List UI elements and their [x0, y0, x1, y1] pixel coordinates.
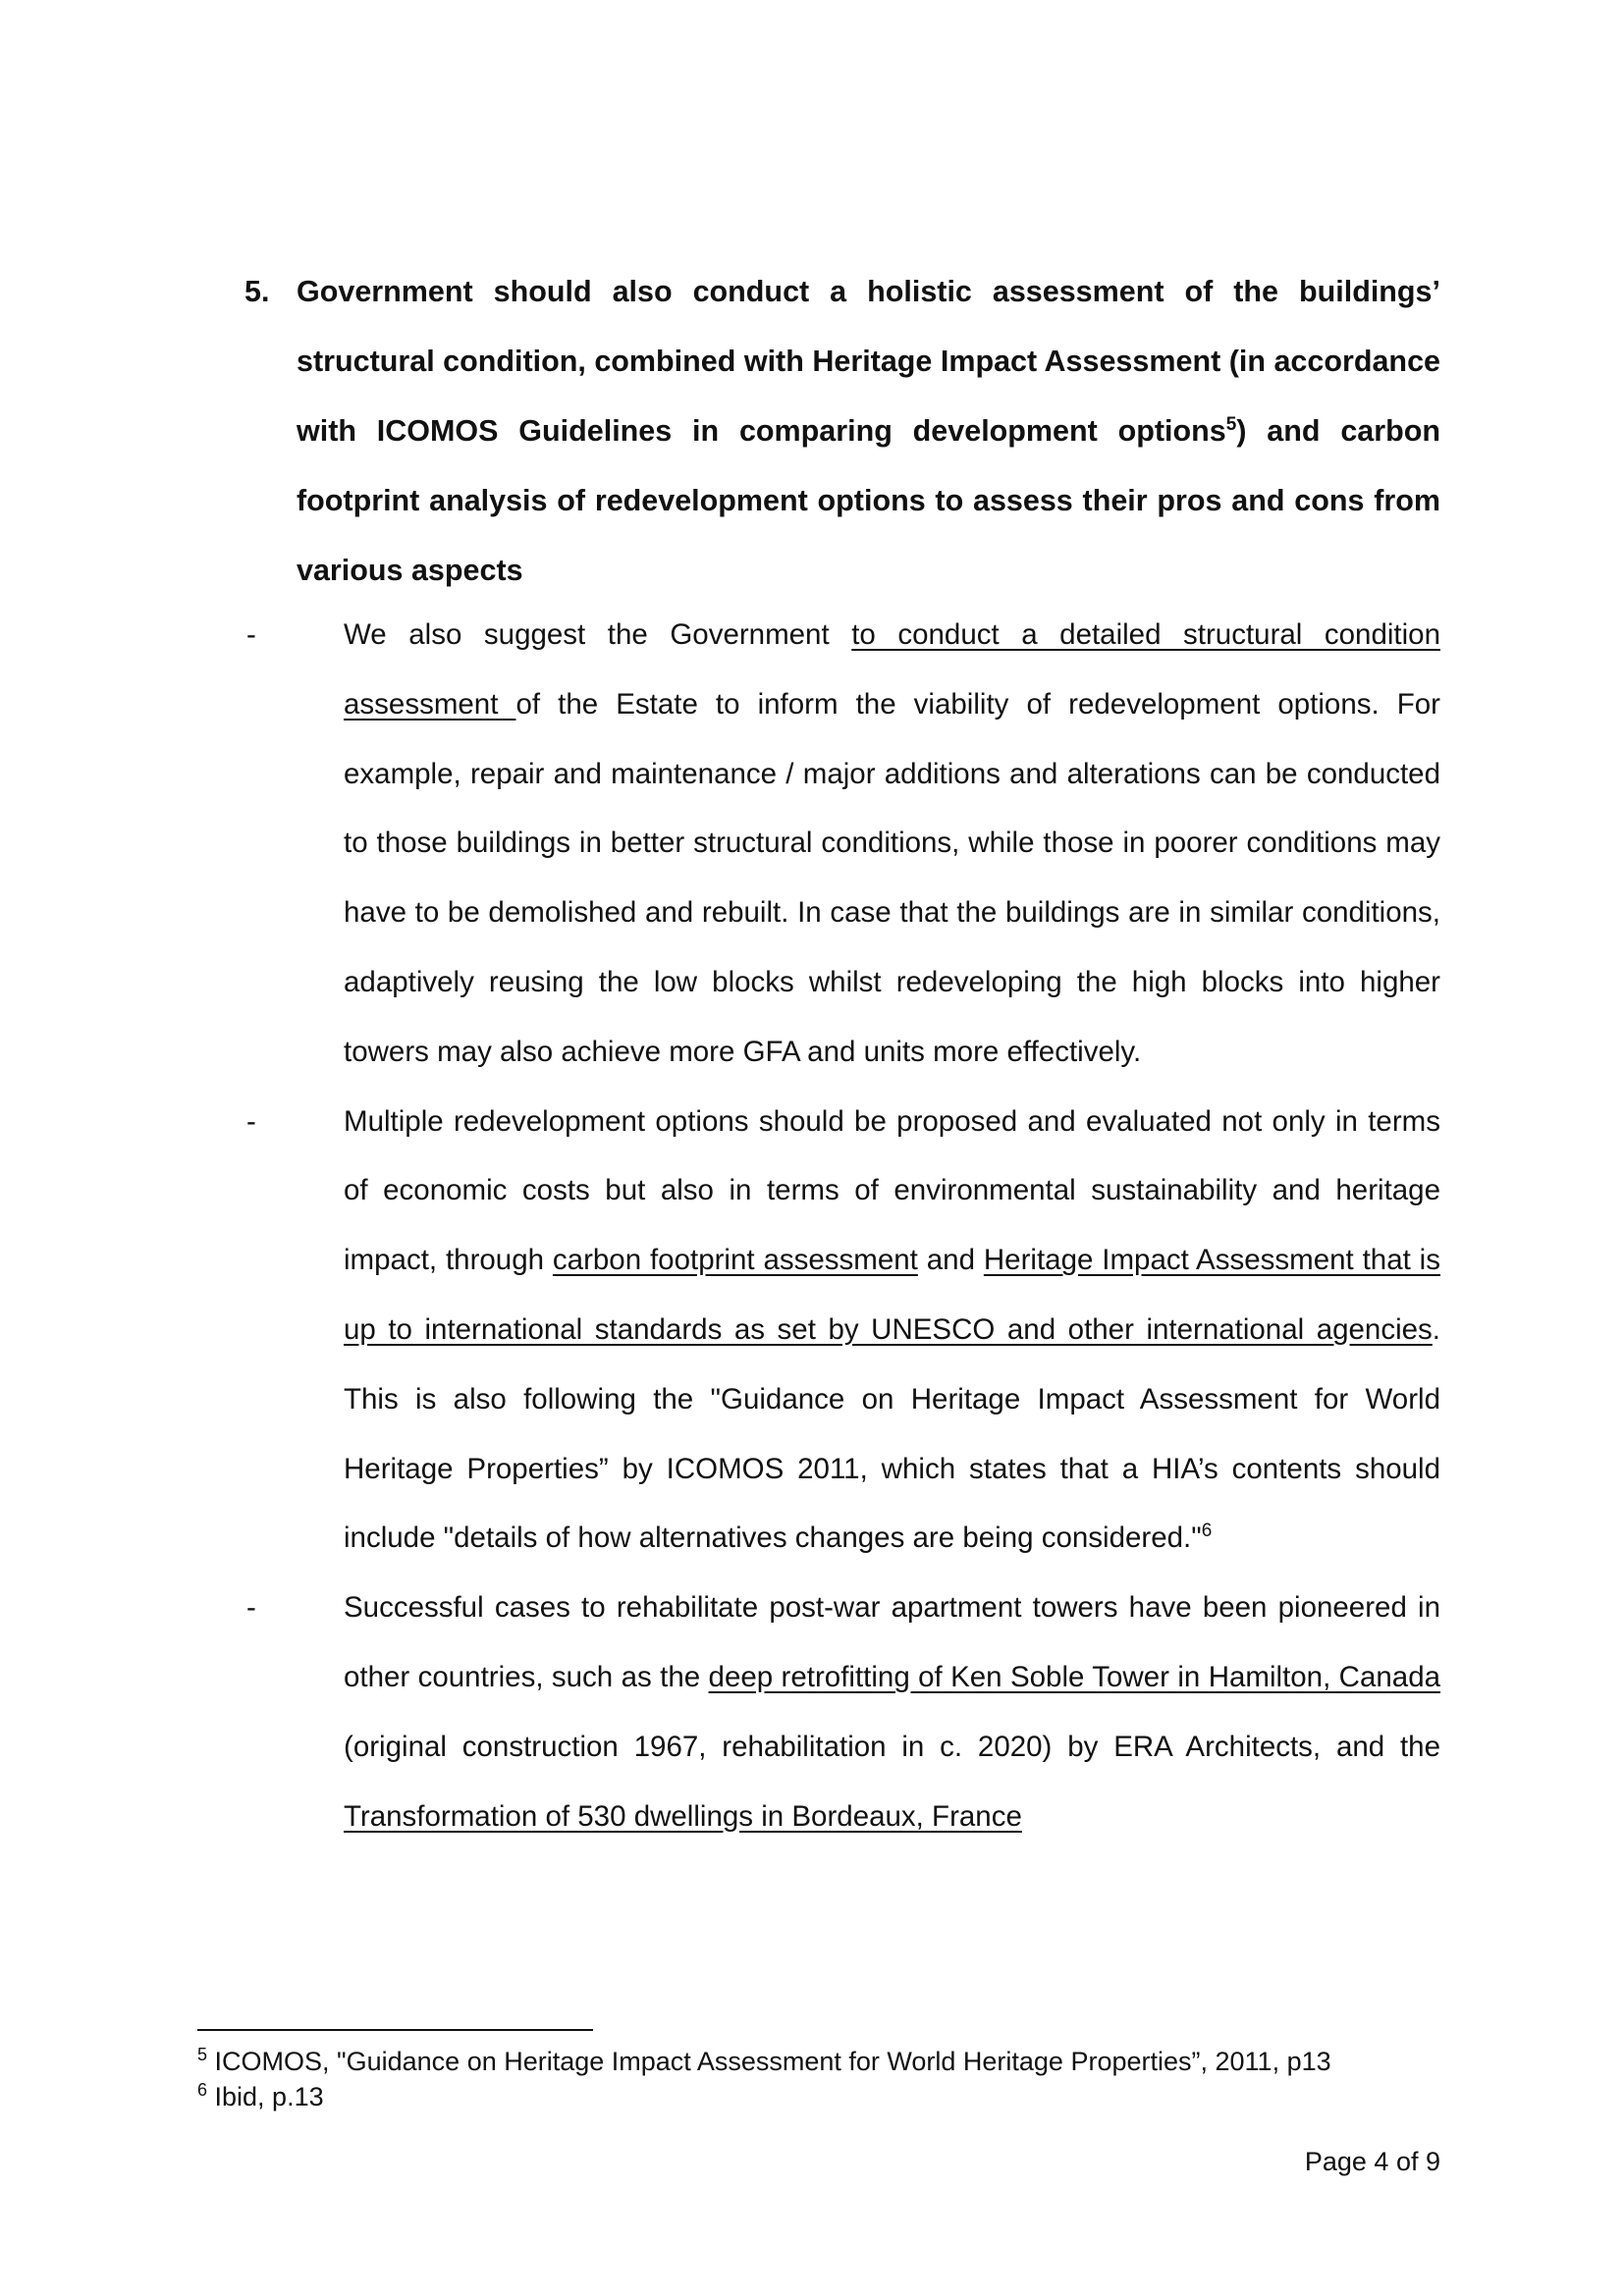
- page-number-current: 4: [1374, 2147, 1389, 2176]
- footnote-ref-5[interactable]: 5: [1225, 413, 1237, 435]
- underlined-phrase: Transformation of 530 dwellings in Bordeaux, France: [344, 1799, 1022, 1833]
- footnote-text: Ibid, p.13: [207, 2082, 324, 2111]
- underlined-phrase: to conduct a detailed structural condition assessment: [344, 618, 1440, 721]
- bullet-dash: -: [246, 618, 256, 651]
- footnote-text: ICOMOS, "Guidance on Heritage Impact Assessment for World Heritage Properties”, 2011, p13: [207, 2047, 1331, 2076]
- item-heading: [297, 257, 1440, 606]
- footnote-ref-6[interactable]: 6: [1201, 1521, 1213, 1542]
- footnote-separator: [197, 2029, 593, 2031]
- footnotes: [197, 2044, 1444, 2114]
- footnote-5: [197, 2044, 1444, 2079]
- bullet-dash: -: [246, 1591, 256, 1625]
- footnote-6: [197, 2079, 1444, 2114]
- bullet-text: (original construction 1967, rehabilitation in c. 2020) by ERA Architects, and the: [344, 1730, 1440, 1763]
- bullet-text: We also suggest the Government: [344, 618, 852, 651]
- footnote-number: 5: [197, 2045, 208, 2064]
- underlined-phrase: deep retrofitting of Ken Soble Tower in Hamilton, Canada: [708, 1660, 1441, 1693]
- bullet-text: of the Estate to inform the viability of redevelopment options. For example, repair and maintenance / major additions and alterations can be conducted to those buildings in better structural conditions, while those in poorer conditions may have to be demolished and rebuilt. In case that the buildings are in similar conditions, adaptively reusing the low blocks whilst redeveloping the high blocks into higher towers may also achieve more GFA and units more effectively.: [344, 687, 1441, 1068]
- page-number: [1305, 2144, 1440, 2179]
- bullet-text: . This is also following the "Guidance on Heritage Impact Assessment for World Heritage Properties” by ICOMOS 2011, which states that a HIA’s contents should include "details of how alternatives changes are being considered.": [344, 1312, 1440, 1555]
- footnote-number: 6: [197, 2080, 208, 2100]
- item-heading-text-1: Government should also conduct a holistic assessment of the buildings’ structural condition, combined with Heritage Impact Assessment (in accordance with ICOMOS Guidelines in comparing development options: [297, 275, 1440, 448]
- underlined-phrase: Heritage Impact Assessment that is up to international standards as set by UNESCO and other international agencies: [344, 1244, 1440, 1346]
- page-number-prefix: Page: [1304, 2147, 1375, 2176]
- bullet-text: Multiple redevelopment options should be proposed and evaluated not only in terms of economic costs but also in terms of environmental sustainability and heritage impact, through: [344, 1104, 1440, 1277]
- bullet-text: and: [917, 1244, 984, 1277]
- page-number-total: 9: [1425, 2147, 1440, 2176]
- bullet-dash: -: [246, 1104, 256, 1138]
- bullet-structural-assessment: [246, 601, 1441, 1088]
- bullet-redevelopment-options: [246, 1088, 1440, 1575]
- bullet-text: Successful cases to rehabilitate post-war apartment towers have been pioneered in other countries, such as the: [344, 1591, 1440, 1693]
- page-number-of: of: [1388, 2147, 1426, 2176]
- item-number: 5.: [244, 275, 270, 308]
- numbered-item-5: [244, 257, 1440, 606]
- item-heading-text-2: ) and carbon footprint analysis of redevelopment options to assess their pros and cons from various aspects: [297, 414, 1440, 587]
- underlined-phrase: carbon footprint assessment: [552, 1244, 918, 1277]
- bullet-successful-cases: [246, 1574, 1441, 1851]
- bullet-list: [246, 601, 1441, 1851]
